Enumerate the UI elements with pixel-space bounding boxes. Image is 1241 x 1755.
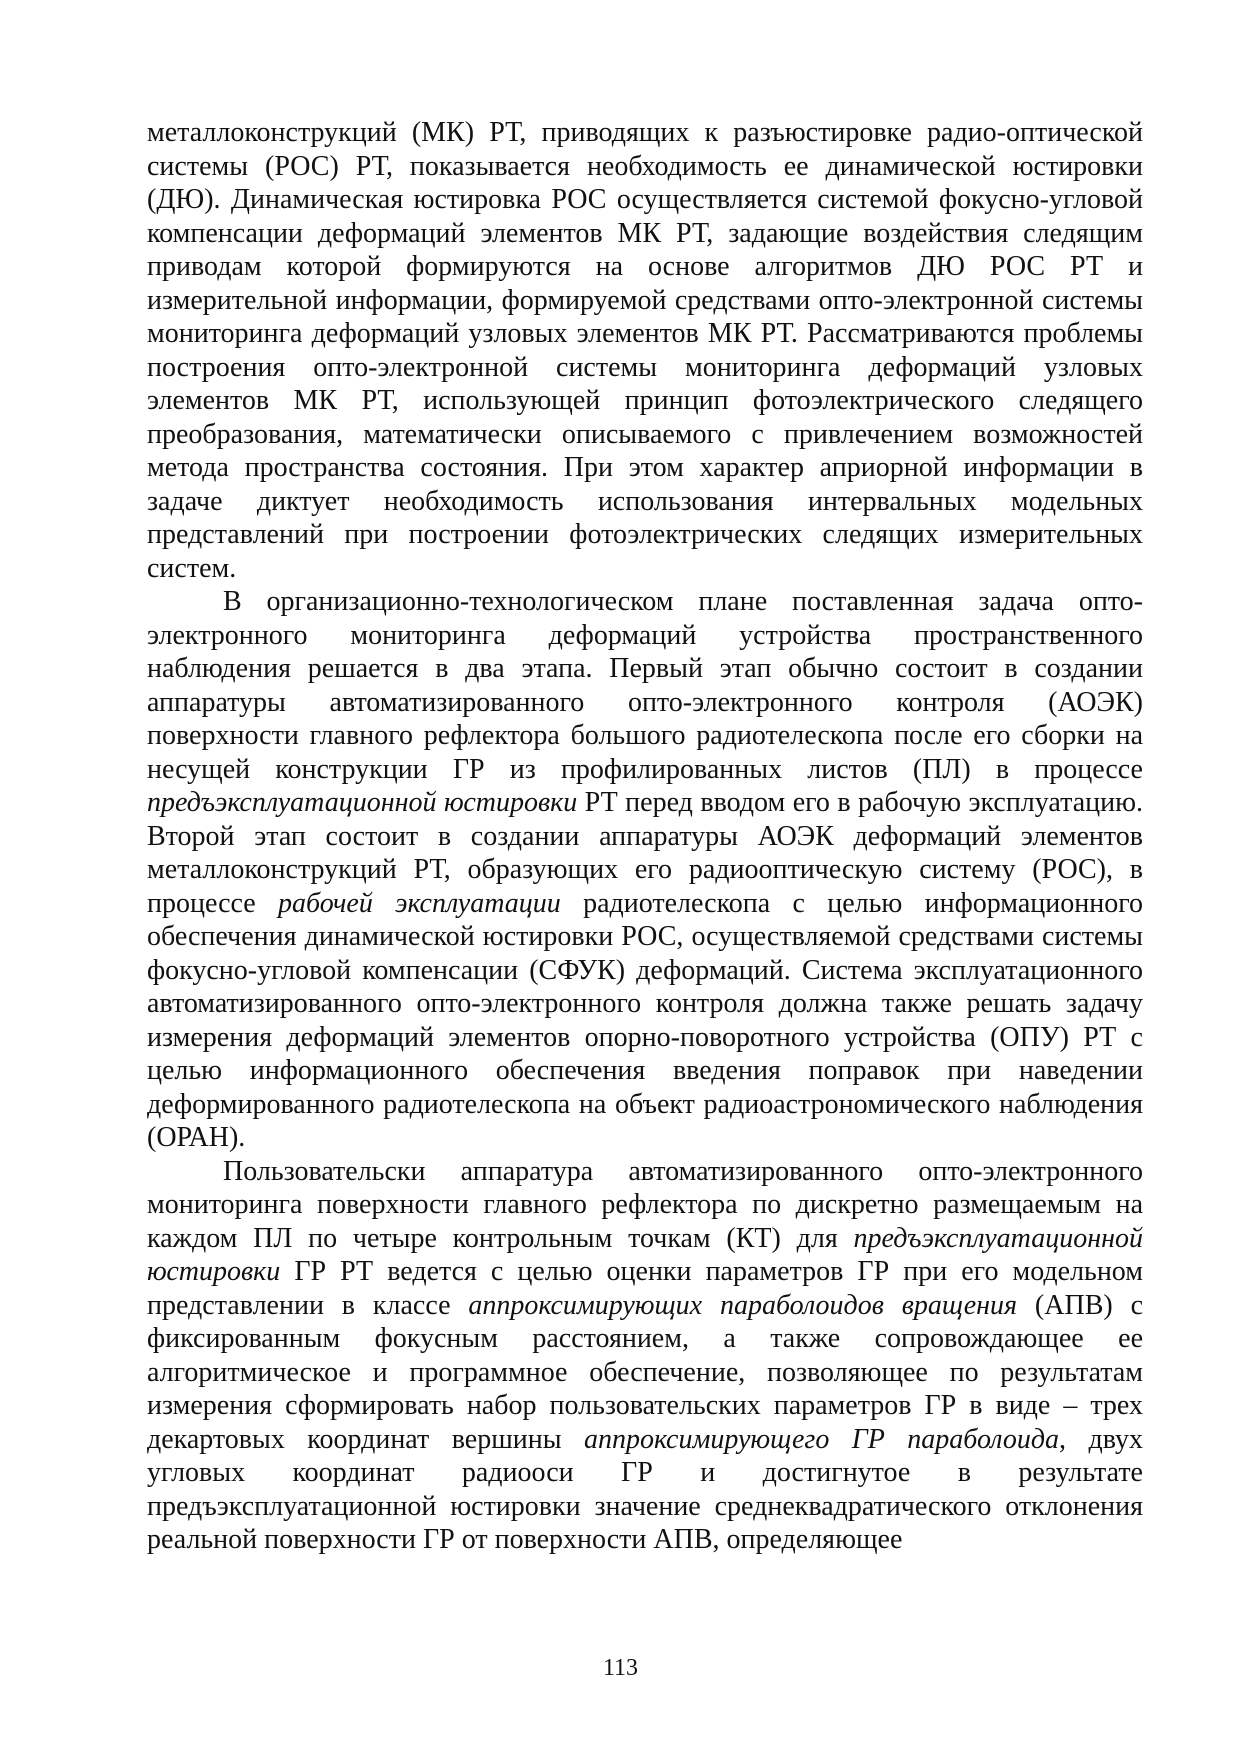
paragraph-3 [147,1155,1143,1557]
text-run: , двух угловых координат радиооси ГР и достигнутое в результате предъэксплуатационной юстировки значение среднеквадратического отклонения реальной поверхности ГР от поверхности АПВ, определяющее [147,1423,1144,1555]
page-number: 113 [602,1655,639,1681]
body-text [147,116,1143,1557]
text-run: Пользовательски аппаратура автоматизированного опто-электронного мониторинга поверхности главного рефлектора по дискретно размещаемым на каждом ПЛ по четыре контрольным точкам (КТ) для [147,1155,1143,1254]
text-run: РТ перед вводом его в рабочую эксплуатацию. Второй этап состоит в создании аппаратуры АОЭК деформаций элементов металлоконструкций РТ, образующих его радиооптическую систему (РОС), в процессе [147,787,1144,919]
italic-term: предъэксплуатационной юстировки [147,787,578,818]
paragraph-1 [147,116,1143,585]
italic-term: аппроксимирующего ГР параболоида [584,1423,1060,1455]
italic-term: рабочей эксплуатации [278,887,561,919]
italic-term: предъэксплуатационной юстировки [147,1222,1143,1287]
text-run: ГР РТ ведется с целью оценки параметров ГР при его модельном представлении в классе [147,1256,1143,1321]
text-run: (АПВ) с фиксированным фокусным расстоянием, а также сопровождающее ее алгоритмическое и программное обеспечение, позволяющее по результатам измерения сформировать набор пользовательских параметров ГР в виде – трех декартовых координат вершины [147,1289,1144,1455]
text-run: металлоконструкций (МК) РТ, приводящих к разъюстировке радио-оптической системы (РОС) РТ, показывается необходимость ее динамической юстировки (ДЮ). Динамическая юстировка РОС осуществляется системой фокусно-угловой компенсации деформаций элементов МК РТ, задающие воздействия следящим приводам которой формируются на основе алгоритмов ДЮ РОС РТ и измерительной информации, формируемой средствами опто-электронной системы мониторинга деформаций узловых элементов МК РТ. Рассматриваются проблемы построения опто-электронной системы мониторинга деформаций узловых элементов МК РТ, использующей принцип фотоэлектрического следящего преобразования, математически описываемого с привлечением возможностей метода пространства состояния. При этом характер априорной информации в задаче диктует необходимость использования интервальных модельных представлений при построении фотоэлектрических следящих измерительных систем. [147,117,1143,584]
text-run: радиотелескопа с целью информационного обеспечения динамической юстировки РОС, осуществляемой средствами системы фокусно-угловой компенсации (СФУК) деформаций. Система эксплуатационного автоматизированного опто-электронного контроля должна также решать задачу измерения деформаций элементов опорно-поворотного устройства (ОПУ) РТ с целью информационного обеспечения введения поправок при наведении деформированного радиотелескопа на объект радиоастрономического наблюдения (ОРАН). [147,887,1143,1153]
text-run: В организационно-технологическом плане поставленная задача опто-электронного мониторинга деформаций устройства пространственного наблюдения решается в два этапа. Первый этап обычно состоит в создании аппаратуры автоматизированного опто-электронного контроля (АОЭК) поверхности главного рефлектора большого радиотелескопа после его сборки на несущей конструкции ГР из профилированных листов (ПЛ) в процессе [147,586,1143,785]
paragraph-2 [147,585,1143,1155]
italic-term: аппроксимирующих параболоидов вращения [468,1289,1018,1321]
